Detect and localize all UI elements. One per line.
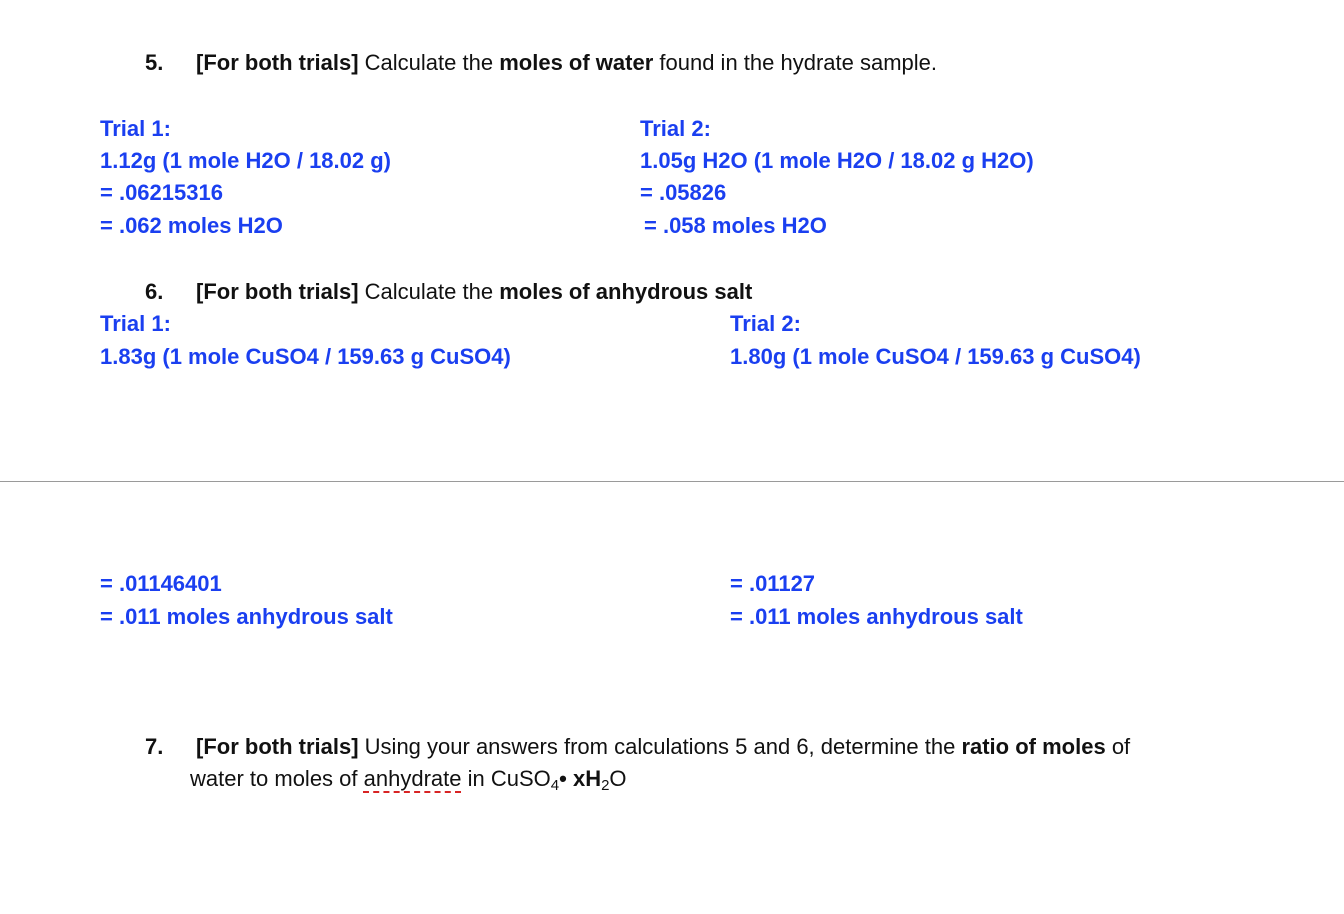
q7-subscript-2: 2: [601, 777, 610, 794]
q6-trial1-line2: = .01146401: [100, 571, 222, 596]
q6-trial1-label: Trial 1:: [100, 311, 171, 336]
q5-trial2-label: Trial 2:: [640, 116, 711, 141]
q7-bold-x: xH: [572, 766, 602, 791]
q5-text-pre: Calculate the: [364, 50, 494, 75]
q6-text-pre: Calculate the: [364, 279, 494, 304]
q5-prefix: [For both trials]: [196, 50, 359, 75]
q5-number: 5.: [145, 50, 164, 75]
q5-trial2-line3: = .058 moles H2O: [644, 213, 827, 238]
q7-subscript-4: 4: [550, 777, 560, 794]
q5-trial1-label: Trial 1:: [100, 116, 171, 141]
q6-bold-term: moles of anhydrous salt: [499, 279, 753, 304]
q7-bold-term: ratio of moles: [961, 734, 1106, 759]
q7-bullet: •: [559, 766, 567, 791]
q7-prompt-line2: [190, 764, 627, 801]
q5-prompt: [196, 48, 937, 78]
q6-trial2-label: Trial 2:: [730, 311, 801, 336]
q5-trial1-line3: = .062 moles H2O: [100, 213, 283, 238]
page-break-divider: [0, 481, 1344, 482]
q7-text-post: of: [1111, 734, 1131, 759]
q7-prompt-line1: [196, 732, 1130, 762]
q5-trial1-line2: = .06215316: [100, 180, 223, 205]
q7-prefix: [For both trials]: [196, 734, 359, 759]
q5-trial2-line2: = .05826: [640, 180, 727, 205]
q6-trial1-line3: = .011 moles anhydrous salt: [100, 604, 393, 629]
q7-number: 7.: [145, 734, 164, 759]
q6-trial2-line3: = .011 moles anhydrous salt: [730, 604, 1023, 629]
q6-trial2-line2: = .01127: [730, 571, 816, 596]
q7-tail: O: [609, 766, 627, 791]
q6-trial2-line1: 1.80g (1 mole CuSO4 / 159.63 g CuSO4): [730, 344, 1141, 369]
q5-bold-term: moles of water: [499, 50, 654, 75]
q6-prefix: [For both trials]: [196, 279, 359, 304]
q5-text-post: found in the hydrate sample.: [659, 50, 938, 75]
misspelled-word[interactable]: anhydrate: [363, 766, 462, 791]
q7-line2-pre: water to moles of: [190, 766, 358, 791]
q6-number: 6.: [145, 279, 164, 304]
q7-text-pre: Using your answers from calculations 5 and 6, determine the: [364, 734, 956, 759]
q7-line2-mid: in CuSO: [467, 766, 551, 791]
q6-prompt: [196, 277, 752, 307]
q6-trial1-line1: 1.83g (1 mole CuSO4 / 159.63 g CuSO4): [100, 344, 511, 369]
q5-trial2-line1: 1.05g H2O (1 mole H2O / 18.02 g H2O): [640, 148, 1034, 173]
q5-trial1-line1: 1.12g (1 mole H2O / 18.02 g): [100, 148, 392, 173]
